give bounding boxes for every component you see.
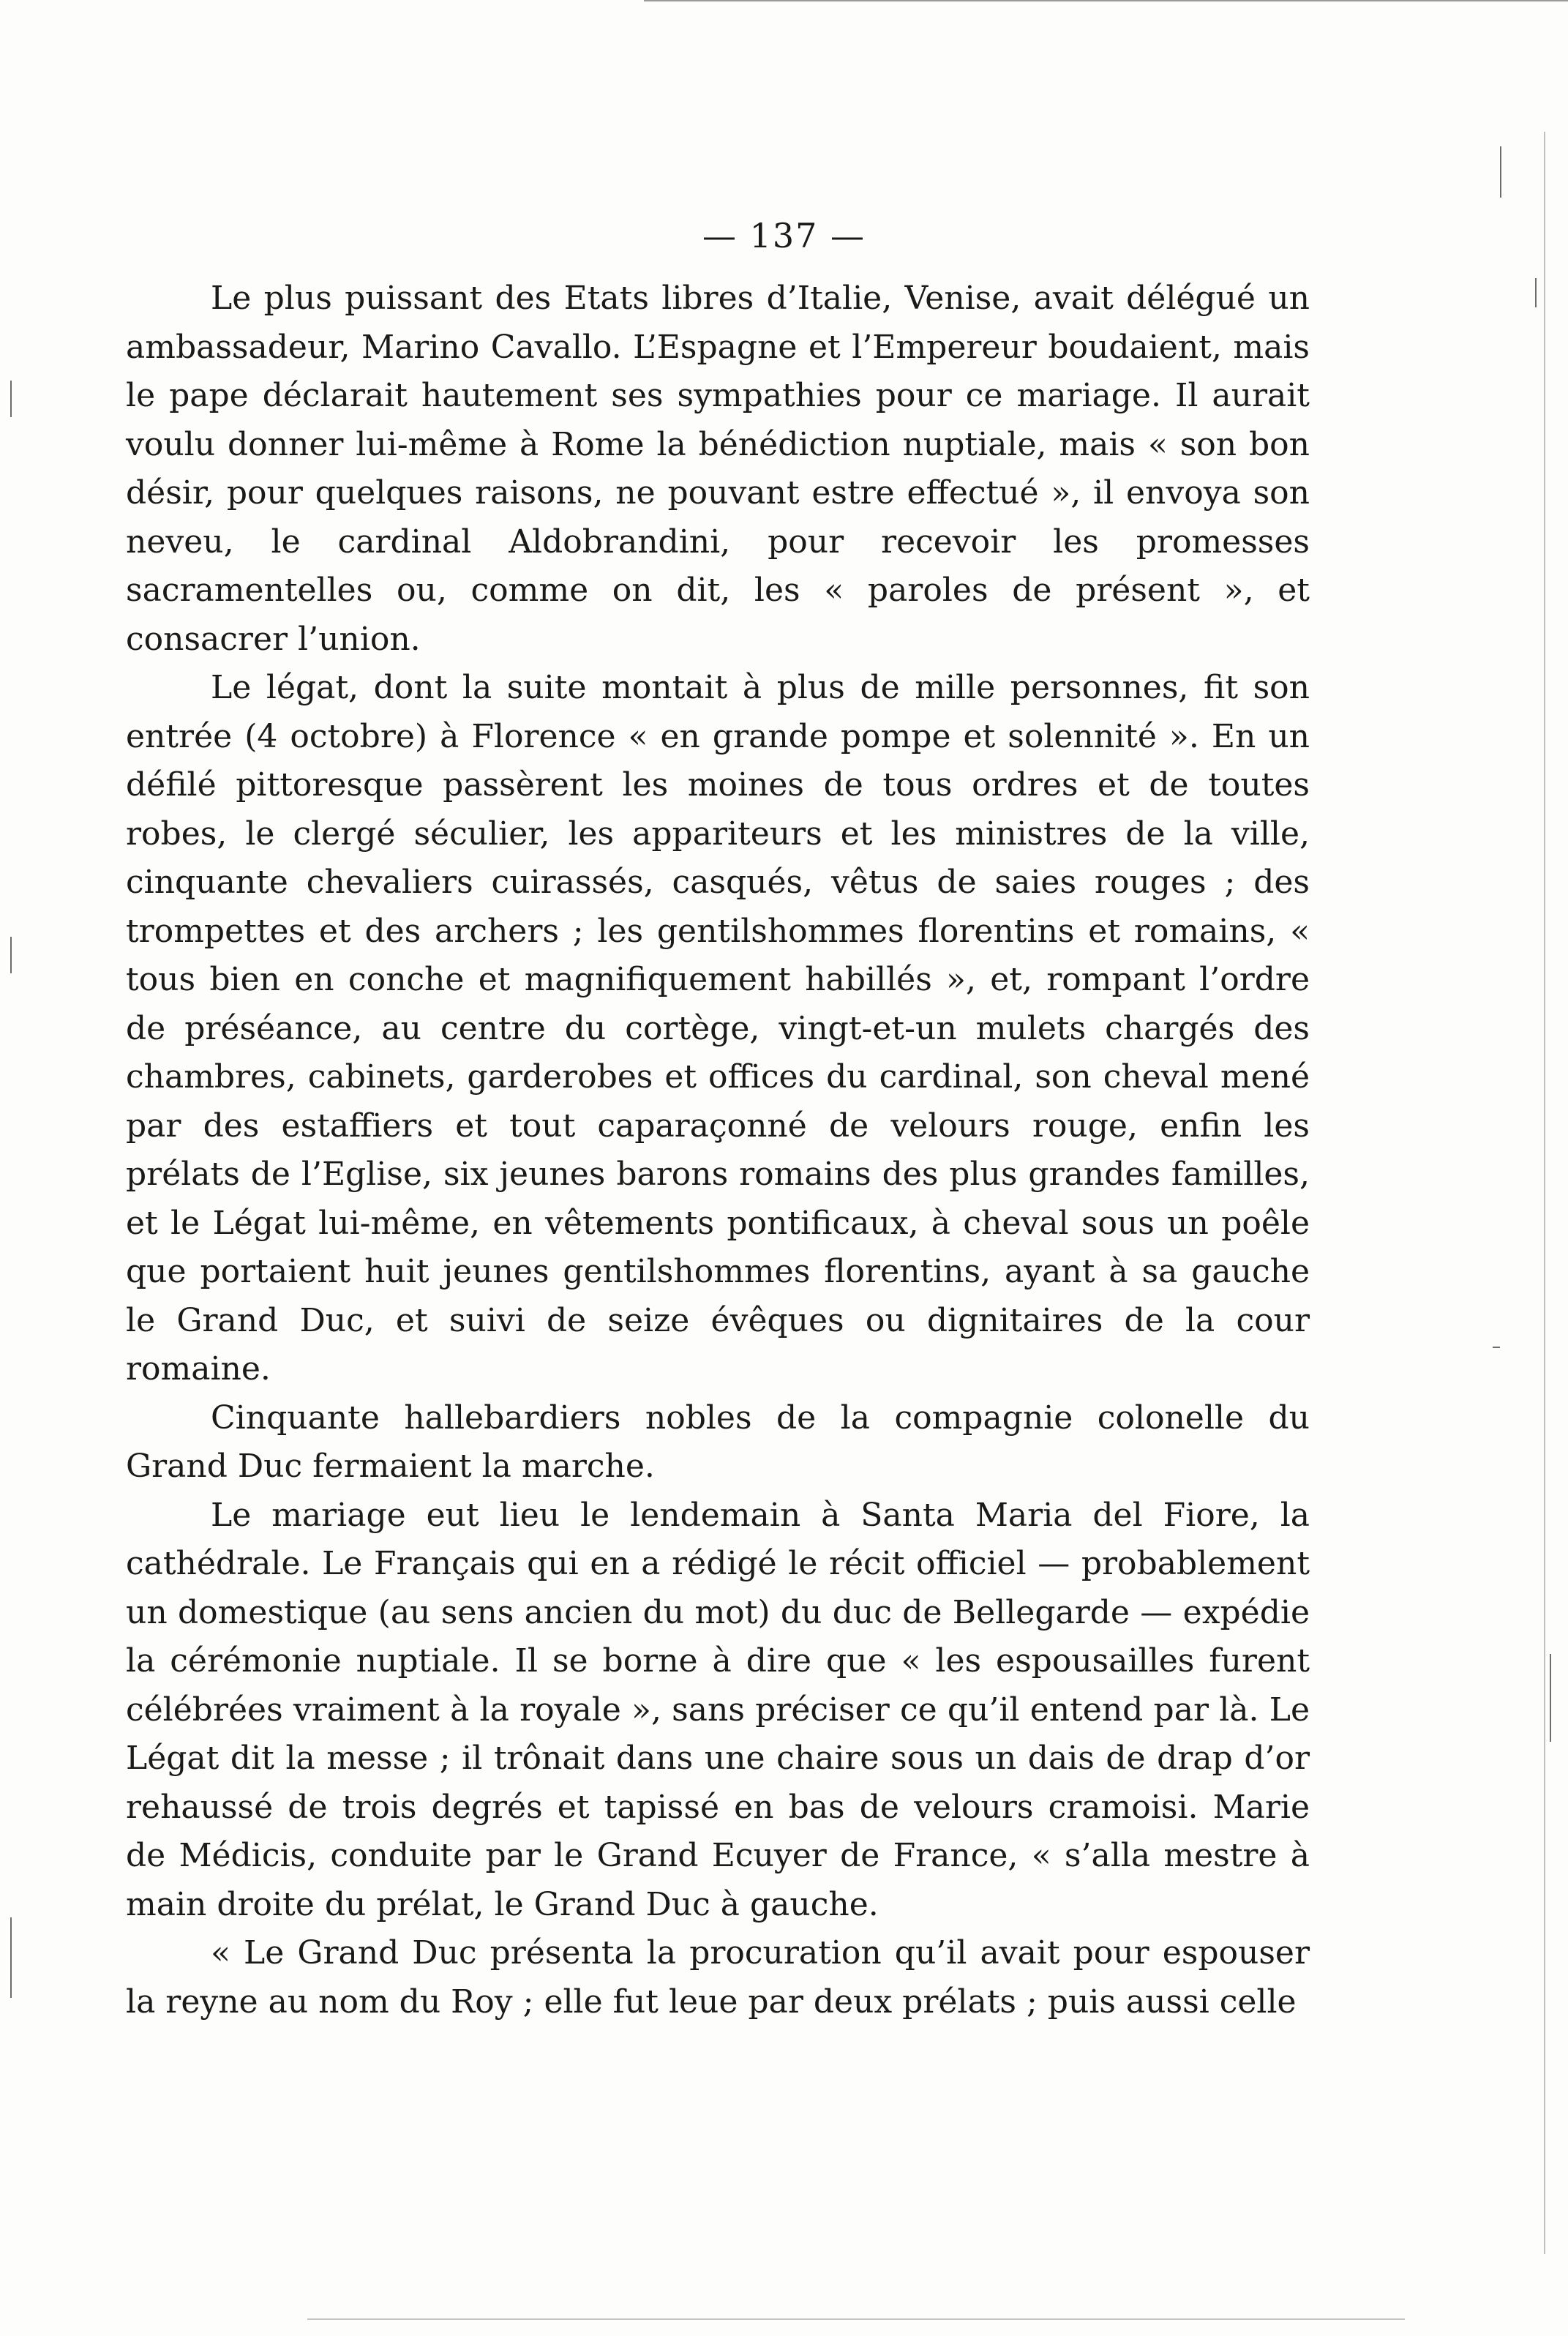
paragraph: Le mariage eut lieu le lendemain à Santa Maria del Fiore, la cathédrale. Le Français qui en a rédigé le récit officiel — probablement un domestique (au sens ancien du mot) du duc de Bellegarde — expédie la cérémonie nuptiale. Il se borne à dire que « les espousailles furent célébrées vraiment à la royale », sans préciser ce qu’il entend par là. Le Légat dit la messe ; il trônait dans une chaire sous un dais de drap d’or rehaussé de trois degrés et tapissé en bas de velours cramoisi. Marie de Médicis, conduite par le Grand Ecuyer de France, « s’alla mestre à main droite du prélat, le Grand Duc à gauche.: [126, 1496, 1310, 1923]
page-number: — 137 —: [702, 216, 866, 255]
paragraph: Cinquante hallebardiers nobles de la compagnie colonelle du Grand Duc fermaient la marche.: [126, 1399, 1310, 1485]
paragraph: Le plus puissant des Etats libres d’Italie, Venise, avait délégué un ambassadeur, Marino Cavallo. L’Espagne et l’Empereur boudaient, mais le pape déclarait hautement ses sympathies pour ce mariage. Il aurait voulu donner lui-même à Rome la bénédiction nuptiale, mais « son bon désir, pour quelques raisons, ne pouvant estre effectué », il envoya son neveu, le cardinal Aldobrandini, pour recevoir les promesses sacramentelles ou, comme on dit, les « paroles de présent », et consacrer l’union.: [126, 280, 1310, 658]
body-text: [126, 274, 1310, 2026]
scan-mark: [10, 1917, 12, 1998]
scan-mark: [1535, 278, 1537, 307]
scan-mark: [10, 381, 12, 417]
scan-mark: [1500, 146, 1501, 198]
paragraph: Le légat, dont la suite montait à plus de mille personnes, fit son entrée (4 octobre) à Florence « en grande pompe et solennité ». En un défilé pittoresque passèrent les moines de tous ordres et de toutes robes, le clergé séculier, les appariteurs et les ministres de la ville, cinquante chevaliers cuirassés, casqués, vêtus de saies rouges ; des trompettes et des archers ; les gentilshommes florentins et romains, « tous bien en conche et magnifiquement habillés », et, rompant l’ordre de préséance, au centre du cortège, vingt-et-un mulets chargés des chambres, cabinets, garderobes et offices du cardinal, son cheval mené par des estaffiers et tout caparaçonné de velours rouge, enfin les prélats de l’Eglise, six jeunes barons romains des plus grandes familles, et le Légat lui-même, en vêtements pontificaux, à cheval sous un poêle que portaient huit jeunes gentilshommes florentins, ayant à sa gauche le Grand Duc, et suivi de seize évêques ou dignitaires de la cour romaine.: [126, 669, 1310, 1388]
scan-mark: [1550, 1654, 1551, 1742]
scan-edge-right: [1544, 132, 1545, 2254]
scan-mark: [1493, 1347, 1500, 1348]
scan-edge-bottom: [307, 2318, 1405, 2320]
scan-mark: [10, 937, 12, 973]
paragraph: « Le Grand Duc présenta la procuration qu’il avait pour espouser la reyne au nom du Roy ; elle fut leue par deux prélats ; puis aussi celle: [126, 1934, 1310, 2021]
scan-edge-top: [644, 0, 1568, 1]
